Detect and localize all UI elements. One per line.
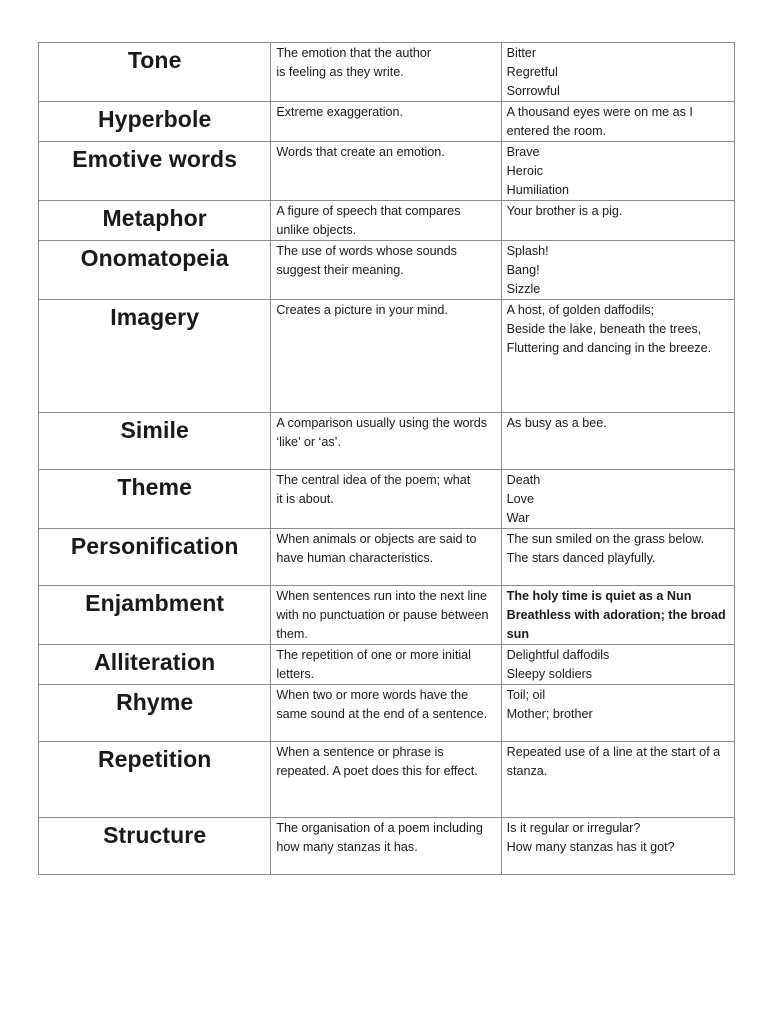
- term-cell: [39, 586, 271, 645]
- term-cell: [39, 742, 271, 818]
- examples-cell: [501, 300, 734, 413]
- definition-cell: [271, 470, 501, 529]
- example-line: Love: [506, 492, 534, 506]
- term-cell: [39, 645, 271, 685]
- example-line: War: [506, 511, 530, 525]
- definition-cell: [271, 300, 501, 413]
- example-line: Heroic: [506, 164, 544, 178]
- term-cell: [39, 142, 271, 201]
- definition-cell: [271, 685, 501, 742]
- term-label: Imagery: [110, 304, 200, 330]
- term-cell: [39, 300, 271, 413]
- example-line: Delightful daffodils: [506, 648, 610, 662]
- definition-text: The organisation of a poem including how many stanzas it has.: [276, 821, 487, 854]
- definition-cell: [271, 102, 501, 142]
- definition-cell: [271, 742, 501, 818]
- table-row: [39, 201, 735, 241]
- example-line: A thousand eyes were on me as I entered the room.: [506, 105, 697, 138]
- term-label: Repetition: [97, 746, 212, 772]
- term-label: Simile: [120, 417, 189, 443]
- term-label: Alliteration: [94, 649, 216, 675]
- table-row: [39, 300, 735, 413]
- examples-cell: [501, 529, 734, 586]
- examples-cell: [501, 43, 734, 102]
- examples-cell: [501, 102, 734, 142]
- example-line: Sizzle: [506, 282, 541, 296]
- term-label: Tone: [127, 47, 182, 73]
- example-line: The stars danced playfully.: [506, 551, 656, 565]
- poetry-terms-table: [38, 42, 735, 875]
- example-line: How many stanzas has it got?: [506, 840, 675, 854]
- definition-cell: [271, 142, 501, 201]
- definition-text: When sentences run into the next line with no punctuation or pause between them.: [276, 589, 492, 641]
- term-cell: [39, 413, 271, 470]
- term-cell: [39, 470, 271, 529]
- definition-cell: [271, 818, 501, 875]
- example-line: The holy time is quiet as a Nun: [506, 589, 692, 603]
- definition-text: Creates a picture in your mind.: [276, 303, 448, 317]
- definition-text: The central idea of the poem; what it is about.: [276, 473, 471, 506]
- table-row: [39, 43, 735, 102]
- example-line: Breathless with adoration; the broad sun: [506, 608, 730, 641]
- definition-text: When a sentence or phrase is repeated. A poet does this for effect.: [276, 745, 478, 778]
- definition-text: Words that create an emotion.: [276, 145, 445, 159]
- table-row: [39, 742, 735, 818]
- example-line: Brave: [506, 145, 540, 159]
- examples-cell: [501, 142, 734, 201]
- definition-cell: [271, 586, 501, 645]
- example-line: Death: [506, 473, 541, 487]
- example-line: Regretful: [506, 65, 558, 79]
- term-cell: [39, 685, 271, 742]
- examples-cell: [501, 685, 734, 742]
- term-label: Emotive words: [72, 146, 238, 172]
- example-line: Sleepy soldiers: [506, 667, 593, 681]
- examples-cell: [501, 413, 734, 470]
- definition-text: A figure of speech that compares unlike objects.: [276, 204, 464, 237]
- examples-cell: [501, 241, 734, 300]
- table-row: [39, 645, 735, 685]
- definition-cell: [271, 43, 501, 102]
- term-label: Enjambment: [85, 590, 225, 616]
- term-cell: [39, 43, 271, 102]
- table-row: [39, 470, 735, 529]
- example-line: Is it regular or irregular?: [506, 821, 641, 835]
- example-line: The sun smiled on the grass below.: [506, 532, 705, 546]
- definition-text: A comparison usually using the words ‘like’ or ‘as’.: [276, 416, 491, 449]
- definition-text: Extreme exaggeration.: [276, 105, 404, 119]
- term-cell: [39, 241, 271, 300]
- term-cell: [39, 201, 271, 241]
- definition-cell: [271, 645, 501, 685]
- example-line: As busy as a bee.: [506, 416, 607, 430]
- definition-cell: [271, 241, 501, 300]
- definition-text: The repetition of one or more initial letters.: [276, 648, 475, 681]
- example-line: Sorrowful: [506, 84, 560, 98]
- examples-cell: [501, 645, 734, 685]
- definition-cell: [271, 413, 501, 470]
- term-label: Structure: [103, 822, 207, 848]
- table-row: [39, 586, 735, 645]
- term-cell: [39, 102, 271, 142]
- table-row: [39, 241, 735, 300]
- poetry-terms-table-body: [39, 43, 735, 875]
- term-label: Hyperbole: [97, 106, 212, 132]
- definition-text: The emotion that the author is feeling as they write.: [276, 46, 432, 79]
- definition-text: The use of words whose sounds suggest their meaning.: [276, 244, 461, 277]
- table-row: [39, 102, 735, 142]
- examples-cell: [501, 818, 734, 875]
- term-label: Rhyme: [116, 689, 194, 715]
- term-cell: [39, 529, 271, 586]
- definition-text: When animals or objects are said to have human characteristics.: [276, 532, 481, 565]
- example-line: Your brother is a pig.: [506, 204, 623, 218]
- example-line: Bang!: [506, 263, 540, 277]
- term-label: Theme: [117, 474, 192, 500]
- example-line: A host, of golden daffodils;: [506, 303, 655, 317]
- table-row: [39, 529, 735, 586]
- example-line: Bitter: [506, 46, 537, 60]
- term-label: Metaphor: [102, 205, 207, 231]
- table-row: [39, 818, 735, 875]
- example-line: Mother; brother: [506, 707, 593, 721]
- table-row: [39, 685, 735, 742]
- example-line: Repeated use of a line at the start of a stanza.: [506, 745, 724, 778]
- table-row: [39, 413, 735, 470]
- example-line: Humiliation: [506, 183, 569, 197]
- examples-cell: [501, 470, 734, 529]
- term-label: Onomatopeia: [80, 245, 229, 271]
- example-line: Fluttering and dancing in the breeze.: [506, 341, 712, 355]
- examples-cell: [501, 742, 734, 818]
- definition-cell: [271, 201, 501, 241]
- definition-text: When two or more words have the same sound at the end of a sentence.: [276, 688, 488, 721]
- example-line: Toil; oil: [506, 688, 546, 702]
- example-line: Splash!: [506, 244, 549, 258]
- example-line: Beside the lake, beneath the trees,: [506, 322, 702, 336]
- term-label: Personification: [70, 533, 239, 559]
- term-cell: [39, 818, 271, 875]
- examples-cell: [501, 586, 734, 645]
- definition-cell: [271, 529, 501, 586]
- table-row: [39, 142, 735, 201]
- examples-cell: [501, 201, 734, 241]
